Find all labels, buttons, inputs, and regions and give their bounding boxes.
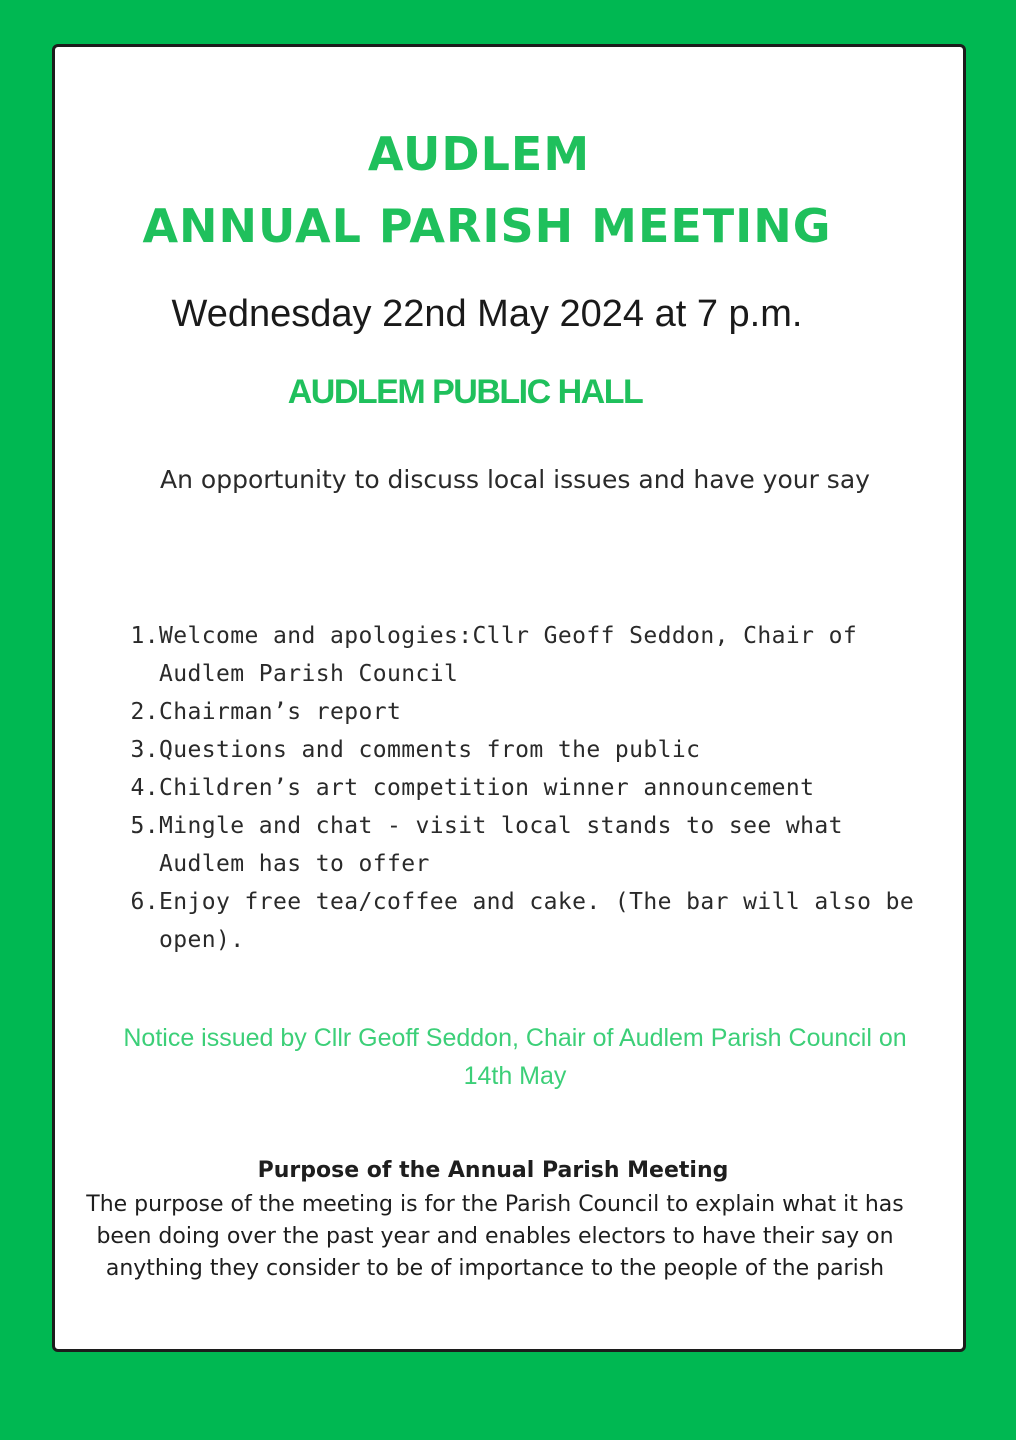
agenda-item [123,883,923,959]
agenda-item [123,693,923,731]
agenda-item-number: 5. [130,813,159,839]
agenda-item [123,807,923,883]
agenda-item [123,617,923,693]
agenda-item-text: Chairman’s report [159,699,402,725]
agenda-item-text: Enjoy free tea/coffee and cake. (The bar will also be open). [159,889,915,953]
meeting-date-time: Wednesday 22nd May 2024 at 7 p.m. [171,293,803,335]
agenda-item-text: Welcome and apologies:Cllr Geoff Seddon, Chair of Audlem Parish Council [159,623,858,687]
intro-text: An opportunity to discuss local issues and have your say [160,465,870,494]
notice-issued-by: Notice issued by Cllr Geoff Seddon, Chair of Audlem Parish Council on 14th May [123,1024,907,1090]
agenda-item-text: Children’s art competition winner announcement [159,775,815,801]
agenda-item-number: 3. [130,737,159,763]
purpose-text: The purpose of the meeting is for the Parish Council to explain what it has been doing over the past year and enables electors to have their say on anything they consider to be of importance to the people of the parish [86,1192,904,1281]
agenda-item-number: 2. [130,699,159,725]
agenda-item-text: Mingle and chat - visit local stands to see what Audlem has to offer [159,813,843,877]
agenda-item-text: Questions and comments from the public [159,737,701,763]
agenda-item-number: 6. [130,889,159,915]
poster-title-meeting: ANNUAL PARISH MEETING [142,199,832,253]
agenda-item-number: 4. [130,775,159,801]
agenda-item [123,731,923,769]
agenda-item-number: 1. [130,623,159,649]
notice-poster [52,44,966,1352]
purpose-heading: Purpose of the Annual Parish Meeting [257,1158,729,1183]
poster-title-town: AUDLEM [367,127,591,181]
agenda-item [123,769,923,807]
meeting-venue: AUDLEM PUBLIC HALL [287,373,643,411]
agenda-list [123,617,923,959]
